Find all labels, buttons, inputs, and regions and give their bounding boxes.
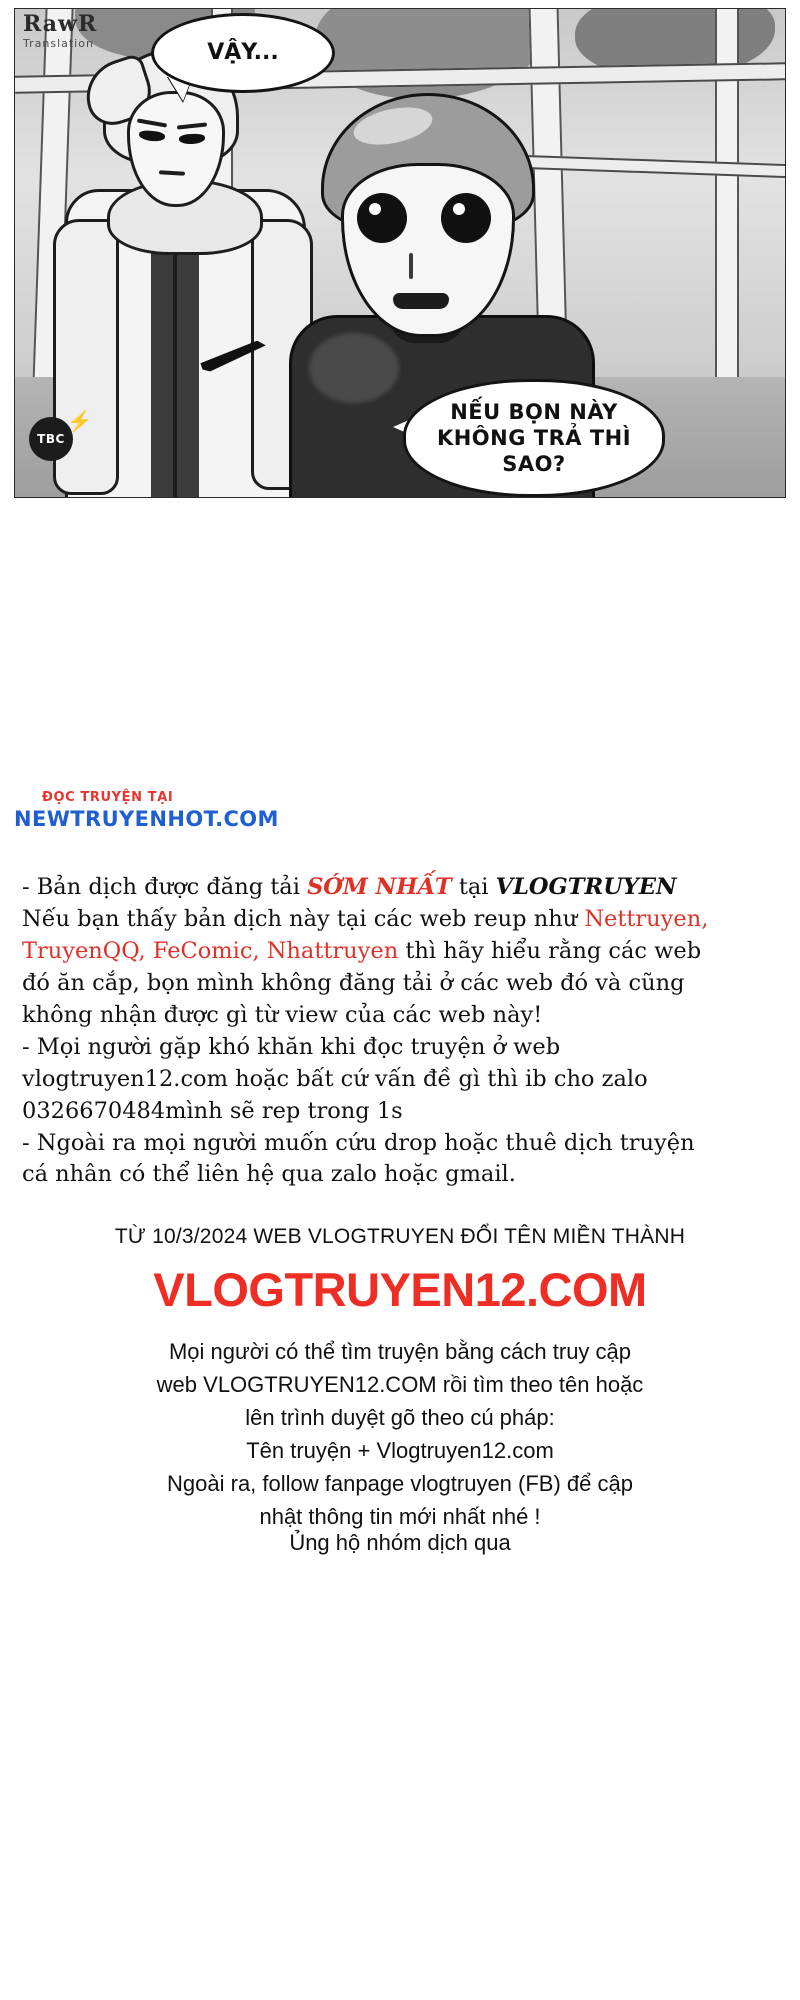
notice-line-1 bbox=[22, 872, 784, 904]
notice-line-9: - Ngoài ra mọi người muốn cứu drop hoặc thuê dịch truyện bbox=[22, 1129, 695, 1156]
instructions-line-1: Mọi người có thể tìm truyện bằng cách truy cập bbox=[168, 1339, 632, 1364]
instructions-line-2: web VLOGTRUYEN12.COM rồi tìm theo tên hoặc bbox=[156, 1372, 644, 1397]
scanlation-sub-text: Translation bbox=[23, 37, 94, 50]
site-watermark-domain: NEWTRUYENHOT.COM bbox=[14, 807, 279, 831]
notice-line-4: đó ăn cắp, bọn mình không đăng tải ở các web đó và cũng bbox=[22, 969, 685, 996]
instructions-block bbox=[0, 1335, 800, 1533]
speech-bubble-1: VẬY... bbox=[151, 13, 335, 93]
support-text: Ủng hộ nhóm dịch qua bbox=[289, 1530, 511, 1555]
notice-line-10: cá nhân có thể liên hệ qua zalo hoặc gmail. bbox=[22, 1161, 516, 1188]
character-right-shoulder-highlight bbox=[309, 333, 399, 403]
character-left bbox=[55, 39, 315, 498]
tbc-badge: TBC bbox=[29, 417, 73, 461]
character-right-eye-highlight-right bbox=[453, 203, 465, 215]
domain-name-heading: VLOGTRUYEN12.COM bbox=[153, 1263, 647, 1316]
instructions-line-5: Ngoài ra, follow fanpage vlogtruyen (FB) để cập bbox=[167, 1471, 633, 1496]
character-right-nose bbox=[409, 253, 413, 279]
character-right-mouth bbox=[393, 293, 449, 309]
character-right-eye-right bbox=[441, 193, 491, 243]
lightning-bolt-icon: ⚡ bbox=[67, 411, 92, 433]
notice-l1-b: SỚM NHẤT bbox=[307, 874, 452, 900]
notice-l3-a: TruyenQQ, FeComic, Nhattruyen bbox=[22, 937, 399, 964]
instructions-line-6: nhật thông tin mới nhất nhé ! bbox=[259, 1504, 541, 1529]
notice-l3-b: thì hãy hiểu rằng các web bbox=[398, 937, 702, 964]
domain-change-note: TỪ 10/3/2024 WEB VLOGTRUYEN ĐỔI TÊN MIỀN THÀNH bbox=[114, 1225, 686, 1248]
notice-l1-c: tại bbox=[451, 874, 496, 900]
notice-line-6: - Mọi người gặp khó khăn khi đọc truyện ở web bbox=[22, 1033, 561, 1060]
character-left-zipper bbox=[173, 225, 177, 498]
translation-notice bbox=[22, 872, 784, 1191]
notice-l1-d: VLOGTRUYEN bbox=[495, 874, 677, 900]
character-right-eye-left bbox=[357, 193, 407, 243]
instructions-line-4: Tên truyện + Vlogtruyen12.com bbox=[246, 1438, 554, 1463]
speech-bubble-2: NẾU BỌN NÀY KHÔNG TRẢ THÌ SAO? bbox=[403, 379, 665, 497]
notice-l2-a: Nếu bạn thấy bản dịch này tại các web reup như bbox=[22, 905, 585, 932]
notice-l2-b: Nettruyen, bbox=[584, 905, 709, 932]
character-right-eye-highlight-left bbox=[369, 203, 381, 215]
character-right-face bbox=[341, 163, 515, 337]
site-watermark bbox=[14, 790, 434, 831]
comic-panel bbox=[14, 8, 786, 498]
site-watermark-line1: ĐỌC TRUYỆN TẠI bbox=[42, 790, 174, 805]
notice-line-7: vlogtruyen12.com hoặc bất cứ vấn đề gì thì ib cho zalo bbox=[22, 1065, 648, 1092]
notice-line-5: không nhận được gì từ view của các web này! bbox=[22, 1001, 543, 1028]
notice-line-8: 0326670484mình sẽ rep trong 1s bbox=[22, 1097, 403, 1124]
notice-l1-a: - Bản dịch được đăng tải bbox=[22, 874, 308, 900]
notice-line-2 bbox=[22, 904, 784, 936]
instructions-line-3: lên trình duyệt gõ theo cú pháp: bbox=[245, 1405, 555, 1430]
scanlation-watermark bbox=[23, 13, 183, 55]
scanlation-logo-text: RawR bbox=[23, 11, 98, 37]
notice-line-3 bbox=[22, 936, 784, 968]
